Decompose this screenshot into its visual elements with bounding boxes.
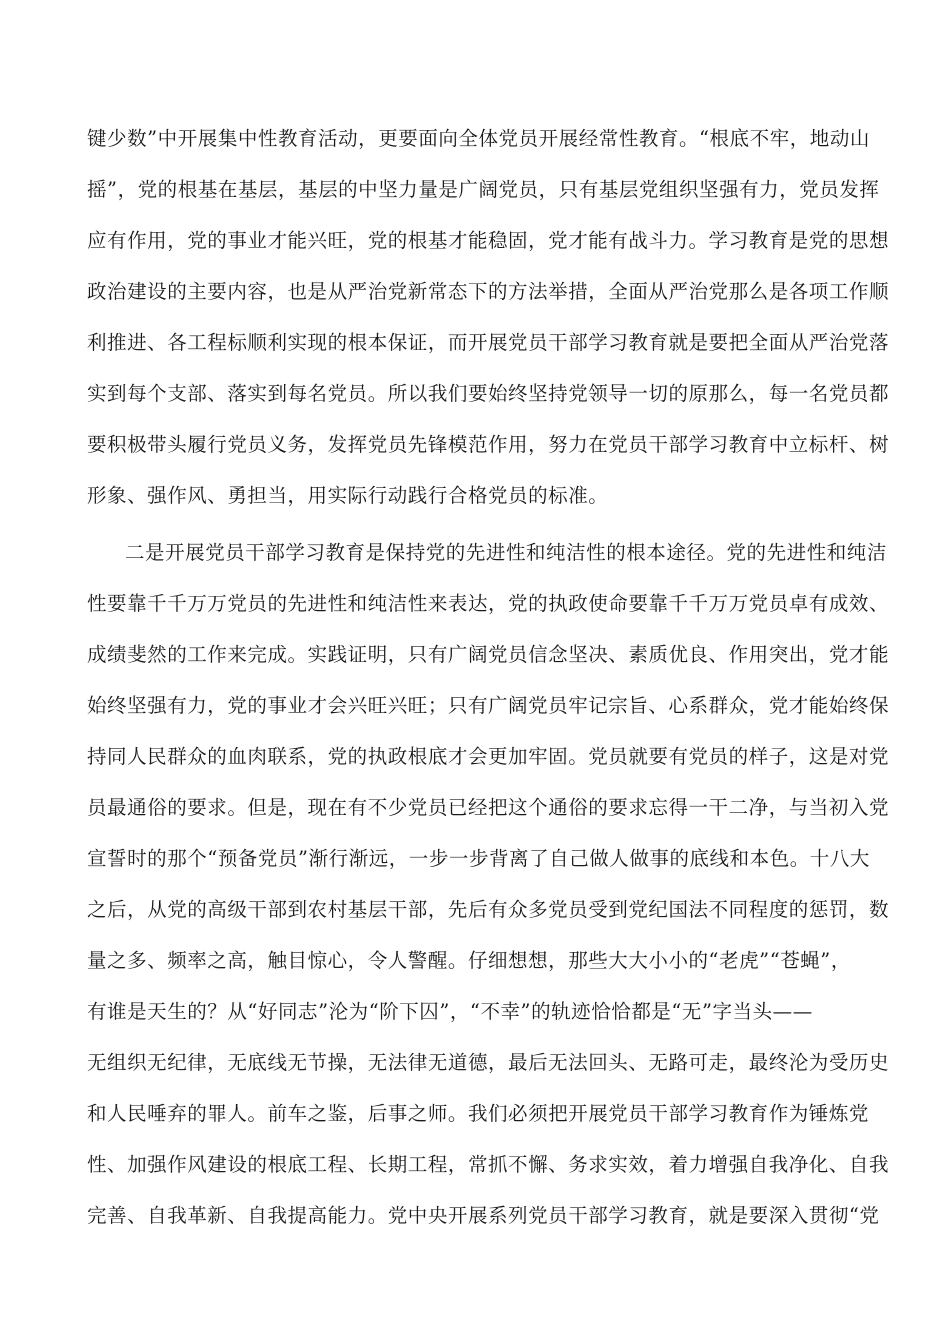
paragraph-2-line-7: 宣誓时的那个“预备党员”渐行渐远，一步一步背离了自己做人做事的底线和本色。十八大 [87,847,870,870]
paragraph-1-line-2: 摇”，党的根基在基层，基层的中坚力量是广阔党员，只有基层党组织坚强有力，党员发挥 [87,178,880,201]
paragraph-2-line-9: 量之多、频率之高，触目惊心，令人警醒。仔细想想，那些大大小小的“老虎”“苍蝇”， [87,949,851,972]
paragraph-2-line-6: 员最通俗的要求。但是，现在有不少党员已经把这个通俗的要求忘得一干二净，与当初入党 [87,796,890,819]
paragraph-2-line-10: 有谁是天生的？从“好同志”沦为“阶下囚”，“不幸”的轨迹恰恰都是“无”字当头—— [87,1000,813,1023]
paragraph-1-line-5: 利推进、各工程标顺利实现的根本保证，而开展党员干部学习教育就是要把全面从严治党落 [87,331,890,354]
paragraph-2-line-3: 成绩斐然的工作来完成。实践证明，只有广阔党员信念坚决、素质优良、作用突出，党才能 [87,643,890,666]
paragraph-1-line-6: 实到每个支部、落实到每名党员。所以我们要始终坚持党领导一切的原那么，每一名党员都 [87,382,890,405]
paragraph-2-line-4: 始终坚强有力，党的事业才会兴旺兴旺；只有广阔党员牢记宗旨、心系群众，党才能始终保 [87,694,890,717]
paragraph-2-line-13: 性、加强作风建设的根底工程、长期工程，常抓不懈、务求实效，着力增强自我净化、自我 [87,1153,890,1176]
paragraph-1-line-1: 键少数”中开展集中性教育活动，更要面向全体党员开展经常性教育。“根底不牢，地动山 [87,127,870,150]
paragraph-2-line-11: 无组织无纪律，无底线无节操，无法律无道德，最后无法回头、无路可走，最终沦为受历史 [87,1051,890,1074]
paragraph-2-line-14: 完善、自我革新、自我提高能力。党中央开展系列党员干部学习教育，就是要深入贯彻“党 [87,1204,880,1227]
paragraph-2-line-5: 持同人民群众的血肉联系，党的执政根底才会更加牢固。党员就要有党员的样子，这是对党 [87,745,890,768]
paragraph-2-line-1: 二是开展党员干部学习教育是保持党的先进性和纯洁性的根本途径。党的先进性和纯洁 [125,541,887,564]
paragraph-2-line-2: 性要靠千千万万党员的先进性和纯洁性来表达，党的执政使命要靠千千万万党员卓有成效、 [87,592,890,615]
paragraph-1-line-3: 应有作用，党的事业才能兴旺，党的根基才能稳固，党才能有战斗力。学习教育是党的思想 [87,229,890,252]
paragraph-2-line-12: 和人民唾弃的罪人。前车之鉴，后事之师。我们必须把开展党员干部学习教育作为锤炼党 [87,1102,869,1125]
paragraph-1-line-4: 政治建设的主要内容，也是从严治党新常态下的方法举措，全面从严治党那么是各项工作顺 [87,280,890,303]
paragraph-1-line-8: 形象、强作风、勇担当，用实际行动践行合格党员的标准。 [87,484,609,507]
paragraph-2-line-8: 之后，从党的高级干部到农村基层干部，先后有众多党员受到党纪国法不同程度的惩罚，数 [87,898,890,921]
paragraph-1-line-7: 要积极带头履行党员义务，发挥党员先锋模范作用，努力在党员干部学习教育中立标杆、树 [87,433,890,456]
